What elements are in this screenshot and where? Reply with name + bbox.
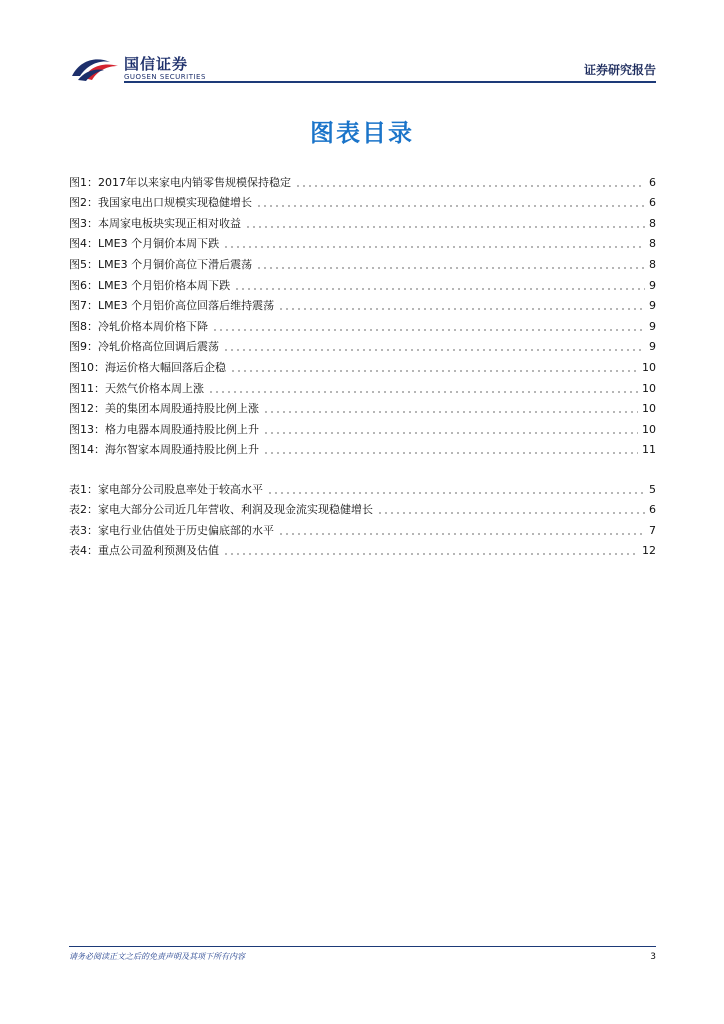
entry-text: LME3 个月铜价本周下跌 xyxy=(98,237,220,251)
brand-name-en: GUOSEN SECURITIES xyxy=(124,73,206,81)
toc-entry-figure-5[interactable] xyxy=(69,251,656,272)
table-list xyxy=(69,476,656,558)
entry-text: 本周家电板块实现正相对收益 xyxy=(98,216,241,230)
entry-page: 7 xyxy=(649,523,656,537)
entry-text: 格力电器本周股通持股比例上升 xyxy=(105,422,259,436)
toc-entry-figure-8[interactable] xyxy=(69,313,656,334)
toc-entry-figure-3[interactable] xyxy=(69,210,656,231)
entry-label: 图8： xyxy=(69,319,98,333)
report-type-label: 证券研究报告 xyxy=(583,63,656,77)
toc-entry-table-1[interactable] xyxy=(69,476,656,497)
disclaimer-note: 请务必阅读正文之后的免责声明及其项下所有内容 xyxy=(69,952,245,961)
dot-leader xyxy=(223,553,638,555)
toc-entry-figure-9[interactable] xyxy=(69,334,656,355)
dot-leader xyxy=(278,308,645,310)
page-number: 3 xyxy=(650,952,656,962)
entry-page: 9 xyxy=(649,299,656,313)
toc-entry-figure-13[interactable] xyxy=(69,416,656,437)
toc-entry-figure-2[interactable] xyxy=(69,190,656,211)
guosen-logo-mark-icon xyxy=(70,54,120,82)
entry-text: 重点公司盈利预测及估值 xyxy=(98,544,219,558)
dot-leader xyxy=(263,432,638,434)
entry-label: 图1： xyxy=(69,175,98,189)
entry-text: 冷轧价格本周价格下降 xyxy=(98,319,208,333)
entry-page: 6 xyxy=(649,196,656,210)
entry-label: 图5： xyxy=(69,257,98,271)
entry-label: 表3： xyxy=(69,523,98,537)
toc-entry-figure-11[interactable] xyxy=(69,375,656,396)
entry-text: 海尔智家本周股通持股比例上升 xyxy=(105,443,259,457)
dot-leader xyxy=(223,349,645,351)
entry-label: 图10： xyxy=(69,360,105,374)
toc-entry-figure-4[interactable] xyxy=(69,231,656,252)
entry-label: 图12： xyxy=(69,402,105,416)
toc-entry-figure-12[interactable] xyxy=(69,396,656,417)
toc-entry-table-4[interactable] xyxy=(69,538,656,559)
toc-entry-table-3[interactable] xyxy=(69,517,656,538)
dot-leader xyxy=(223,246,645,248)
dot-leader xyxy=(267,492,645,494)
entry-page: 9 xyxy=(649,278,656,292)
entry-label: 图13： xyxy=(69,422,105,436)
entry-page: 8 xyxy=(649,237,656,251)
dot-leader xyxy=(256,205,645,207)
header-divider xyxy=(124,81,656,83)
footer-divider xyxy=(69,946,656,947)
entry-page: 8 xyxy=(649,257,656,271)
entry-label: 表2： xyxy=(69,503,98,517)
entry-text: 家电部分公司股息率处于较高水平 xyxy=(98,482,263,496)
dot-leader xyxy=(278,533,645,535)
entry-page: 8 xyxy=(649,216,656,230)
entry-text: LME3 个月铝价高位回落后维持震荡 xyxy=(98,299,275,313)
entry-label: 图3： xyxy=(69,216,98,230)
toc-entry-figure-1[interactable] xyxy=(69,169,656,190)
entry-text: LME3 个月铝价格本周下跌 xyxy=(98,278,231,292)
entry-label: 表4： xyxy=(69,544,98,558)
dot-leader xyxy=(230,370,638,372)
entry-label: 图7： xyxy=(69,299,98,313)
dot-leader xyxy=(234,288,645,290)
entry-page: 10 xyxy=(642,402,656,416)
entry-page: 9 xyxy=(649,340,656,354)
entry-text: 天然气价格本周上涨 xyxy=(105,381,204,395)
entry-page: 10 xyxy=(642,422,656,436)
dot-leader xyxy=(377,512,645,514)
entry-page: 10 xyxy=(642,381,656,395)
entry-label: 图11： xyxy=(69,381,105,395)
entry-label: 图2： xyxy=(69,196,98,210)
toc-entry-figure-14[interactable] xyxy=(69,437,656,458)
dot-leader xyxy=(263,411,638,413)
figure-list xyxy=(69,169,656,457)
entry-text: 家电大部分公司近几年营收、利润及现金流实现稳健增长 xyxy=(98,503,373,517)
toc-entry-figure-7[interactable] xyxy=(69,293,656,314)
entry-page: 9 xyxy=(649,319,656,333)
toc-entry-figure-10[interactable] xyxy=(69,354,656,375)
entry-text: 家电行业估值处于历史偏底部的水平 xyxy=(98,523,274,537)
entry-text: 2017年以来家电内销零售规模保持稳定 xyxy=(98,175,291,189)
dot-leader xyxy=(256,267,645,269)
entry-label: 表1： xyxy=(69,482,98,496)
entry-text: 我国家电出口规模实现稳健增长 xyxy=(98,196,252,210)
entry-page: 6 xyxy=(649,175,656,189)
entry-page: 10 xyxy=(642,360,656,374)
brand-name-cn: 国信证券 xyxy=(124,55,189,73)
entry-label: 图6： xyxy=(69,278,98,292)
entry-page: 6 xyxy=(649,503,656,517)
dot-leader xyxy=(212,329,645,331)
toc-title: 图表目录 xyxy=(310,119,414,147)
entry-text: LME3 个月铜价高位下滑后震荡 xyxy=(98,257,253,271)
entry-label: 图9： xyxy=(69,340,98,354)
entry-label: 图14： xyxy=(69,443,105,457)
entry-text: 美的集团本周股通持股比例上涨 xyxy=(105,402,259,416)
entry-label: 图4： xyxy=(69,237,98,251)
dot-leader xyxy=(295,185,645,187)
entry-page: 12 xyxy=(642,544,656,558)
toc-entry-table-2[interactable] xyxy=(69,497,656,518)
dot-leader xyxy=(208,391,638,393)
toc-entry-figure-6[interactable] xyxy=(69,272,656,293)
entry-text: 海运价格大幅回落后企稳 xyxy=(105,360,226,374)
dot-leader xyxy=(245,226,645,228)
entry-page: 11 xyxy=(642,443,656,457)
dot-leader xyxy=(263,452,638,454)
entry-page: 5 xyxy=(649,482,656,496)
entry-text: 冷轧价格高位回调后震荡 xyxy=(98,340,219,354)
